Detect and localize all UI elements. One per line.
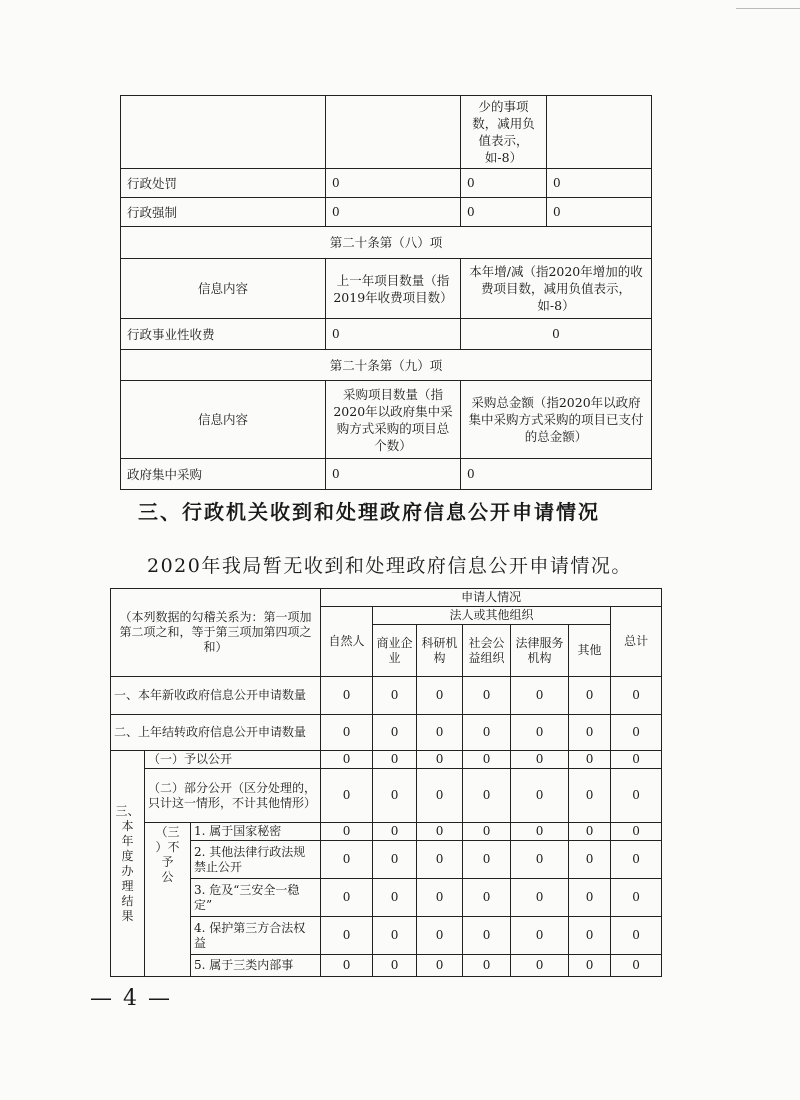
table-value: 0 — [611, 823, 662, 841]
table-value: 0 — [511, 841, 569, 879]
row-label: 行政事业性收费 — [121, 319, 326, 350]
table-row — [111, 769, 662, 823]
table-value: 0 — [611, 841, 662, 879]
section-3-heading: 三、行政机关收到和处理政府信息公开申请情况 — [138, 500, 600, 524]
table-value: 0 — [373, 841, 417, 879]
row-label: 1. 属于国家秘密 — [191, 823, 321, 841]
table-cell — [326, 96, 461, 169]
table-value: 0 — [321, 751, 373, 769]
table-value: 0 — [463, 879, 511, 917]
table-value: 0 — [569, 823, 611, 841]
table-value: 0 — [569, 955, 611, 977]
section-3-paragraph: 2020年我局暂无收到和处理政府信息公开申请情况。 — [147, 555, 632, 577]
table-value: 0 — [511, 677, 569, 715]
column-header: 采购总金额（指2020年以政府集中采购方式采购的项目已支付的总金额） — [461, 381, 652, 459]
row-group-label — [145, 823, 191, 977]
table-value: 0 — [417, 879, 463, 917]
table-value: 0 — [417, 769, 463, 823]
table-value: 0 — [547, 169, 652, 198]
org-header: 法人或其他组织 — [373, 607, 611, 625]
table-value: 0 — [511, 715, 569, 751]
table-row — [121, 350, 652, 381]
table-value: 0 — [611, 955, 662, 977]
table-value: 0 — [611, 879, 662, 917]
top-edge-rule — [736, 8, 800, 9]
table-row — [111, 589, 662, 607]
row-label: 政府集中采购 — [121, 459, 326, 490]
col-legal: 法律服务机构 — [511, 625, 569, 677]
table-value: 0 — [417, 715, 463, 751]
table-value: 0 — [611, 715, 662, 751]
table-row — [121, 459, 652, 490]
table-value: 0 — [569, 917, 611, 955]
column-header: 上一年项目数量（指2019年收费项目数） — [326, 259, 461, 319]
row-label: 4. 保护第三方合法权益 — [191, 917, 321, 955]
row-label: 二、上年结转政府信息公开申请数量 — [111, 715, 321, 751]
table-value: 0 — [569, 841, 611, 879]
table-value: 0 — [417, 955, 463, 977]
table-value: 0 — [321, 677, 373, 715]
col-social: 社会公益组织 — [463, 625, 511, 677]
table-value: 0 — [373, 917, 417, 955]
table-row — [121, 96, 652, 169]
table-value: 0 — [547, 198, 652, 227]
consistency-note: （本列数据的勾稽关系为：第一项加第二项之和，等于第三项加第四项之和） — [111, 589, 321, 677]
table-value: 0 — [463, 677, 511, 715]
table-value: 0 — [321, 841, 373, 879]
col-other: 其他 — [569, 625, 611, 677]
table-value: 0 — [461, 198, 547, 227]
applications-table — [110, 588, 662, 977]
col-research: 科研机构 — [417, 625, 463, 677]
table-value: 0 — [373, 715, 417, 751]
table-value: 0 — [611, 917, 662, 955]
table-cell — [121, 96, 326, 169]
table-row — [111, 917, 662, 955]
table-value: 0 — [461, 319, 652, 350]
table-row — [121, 169, 652, 198]
table-value: 0 — [461, 169, 547, 198]
table-value: 0 — [569, 769, 611, 823]
table-value: 0 — [511, 955, 569, 977]
table-value: 0 — [463, 769, 511, 823]
table-row — [111, 955, 662, 977]
table-value: 0 — [417, 677, 463, 715]
table-row — [121, 227, 652, 259]
vertical-label: 三、 本 年 度 办 理 结 果 — [115, 803, 140, 923]
table-value: 0 — [511, 769, 569, 823]
table-value: 0 — [321, 769, 373, 823]
applicant-header: 申请人情况 — [321, 589, 662, 607]
table-cell: 少的事项数，减用负值表示，如-8） — [461, 96, 547, 169]
table-value: 0 — [569, 715, 611, 751]
row-group-label — [111, 751, 145, 977]
row-label: 行政处罚 — [121, 169, 326, 198]
table-row — [111, 677, 662, 715]
table-value: 0 — [417, 751, 463, 769]
not-disclosed-label: （三 ）不 予 公 — [155, 825, 180, 884]
col-commercial: 商业企业 — [373, 625, 417, 677]
table-value: 0 — [326, 198, 461, 227]
section-heading: 第二十条第（八）项 — [121, 227, 652, 259]
row-label: 行政强制 — [121, 198, 326, 227]
table-row — [121, 259, 652, 319]
row-label: （二）部分公开（区分处理的，只计这一情形，不计其他情形） — [145, 769, 321, 823]
table-value: 0 — [326, 459, 461, 490]
table-value: 0 — [569, 751, 611, 769]
section-heading: 第二十条第（九）项 — [121, 350, 652, 381]
table-value: 0 — [511, 751, 569, 769]
row-label: （一）予以公开 — [145, 751, 321, 769]
table-value: 0 — [373, 823, 417, 841]
col-natural-person: 自然人 — [321, 607, 373, 677]
page-number: — 4 — — [90, 986, 172, 1011]
table-value: 0 — [321, 715, 373, 751]
table-row — [111, 879, 662, 917]
row-label: 2. 其他法律行政法规禁止公开 — [191, 841, 321, 879]
table-row — [111, 823, 662, 841]
table-cell — [547, 96, 652, 169]
table-value: 0 — [463, 751, 511, 769]
table-value: 0 — [569, 677, 611, 715]
column-header: 本年增/减（指2020年增加的收费项目数，减用负值表示，如-8） — [461, 259, 652, 319]
table-row — [111, 751, 662, 769]
table-row — [121, 319, 652, 350]
table-value: 0 — [463, 955, 511, 977]
table-value: 0 — [321, 879, 373, 917]
table-value: 0 — [511, 823, 569, 841]
row-label: 一、本年新收政府信息公开申请数量 — [111, 677, 321, 715]
table-value: 0 — [511, 917, 569, 955]
column-header: 采购项目数量（指2020年以政府集中采购方式采购的项目总个数） — [326, 381, 461, 459]
table-row — [121, 198, 652, 227]
table-row — [111, 715, 662, 751]
table-value: 0 — [461, 459, 652, 490]
table-value: 0 — [326, 319, 461, 350]
table-value: 0 — [611, 677, 662, 715]
row-label: 5. 属于三类内部事 — [191, 955, 321, 977]
table-value: 0 — [321, 823, 373, 841]
table-value: 0 — [463, 917, 511, 955]
table-value: 0 — [373, 751, 417, 769]
info-label: 信息内容 — [121, 259, 326, 319]
table-value: 0 — [611, 751, 662, 769]
table-value: 0 — [417, 841, 463, 879]
table-value: 0 — [569, 879, 611, 917]
table-value: 0 — [321, 955, 373, 977]
table-value: 0 — [417, 917, 463, 955]
table-value: 0 — [326, 169, 461, 198]
table-value: 0 — [321, 917, 373, 955]
row-label: 3. 危及“三安全一稳定” — [191, 879, 321, 917]
table-value: 0 — [373, 769, 417, 823]
table-value: 0 — [417, 823, 463, 841]
table-row — [121, 381, 652, 459]
table-value: 0 — [463, 841, 511, 879]
col-total: 总计 — [611, 607, 662, 677]
info-label: 信息内容 — [121, 381, 326, 459]
table-value: 0 — [463, 823, 511, 841]
table-value: 0 — [511, 879, 569, 917]
table-value: 0 — [373, 879, 417, 917]
table-row — [111, 841, 662, 879]
table-value: 0 — [373, 955, 417, 977]
disclosure-table-upper — [120, 95, 652, 490]
table-value: 0 — [463, 715, 511, 751]
table-value: 0 — [373, 677, 417, 715]
page-cutoff — [100, 978, 700, 1038]
table-value: 0 — [611, 769, 662, 823]
